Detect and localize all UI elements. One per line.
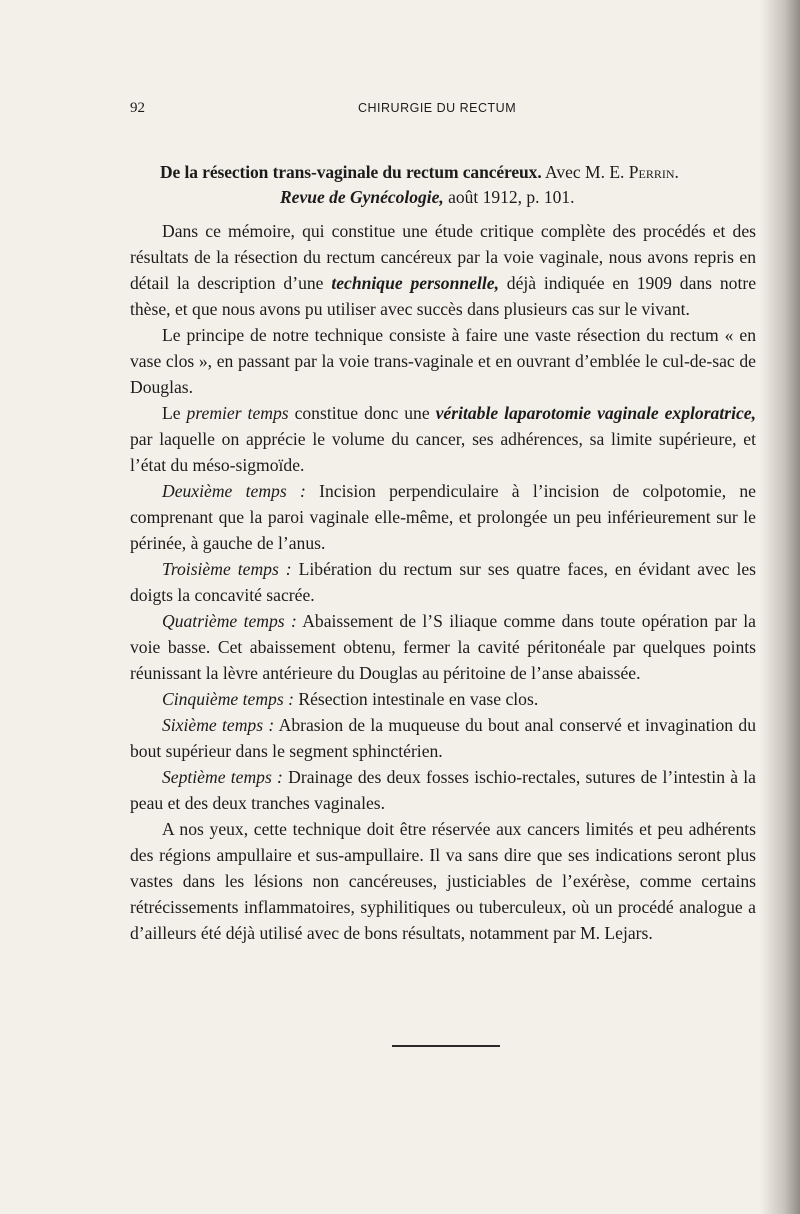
emphasis-laparotomy: véritable laparotomie vaginale exploratrice, <box>435 403 756 423</box>
text-span: Dans ce mémoire, qui constitue une étude critique complète des procédés et des résultats de la résection du rectum cancéreux par la voie vaginale, nous avons repris en détail la description d’une <box>130 221 756 293</box>
text-span: Libération du rectum sur ses quatre faces, en évidant avec les doigts la concavité sacrée. <box>130 559 756 605</box>
paragraph-step-2 <box>130 478 756 556</box>
paragraph-step-4 <box>130 608 756 686</box>
closing-rule <box>392 1045 500 1047</box>
reference-line-1 <box>160 160 740 185</box>
text-span: A nos yeux, cette technique doit être réservée aux cancers limités et peu adhérents des régions ampullaire et sus-ampullaire. Il va sans dire que ses indications seront plus vastes dans les lésions non cancéreuses, justiciables de l’exérèse, comme certains rétrécissements inflammatoires, syphilitiques ou tuberculeux, où un procédé analogue a d’ailleurs été déjà utilisé avec de bons résultats, notamment par M. Lejars. <box>130 819 756 943</box>
emphasis-technique: technique personnelle, <box>331 273 499 293</box>
page-number: 92 <box>130 100 145 116</box>
paragraph-step-6 <box>130 712 756 764</box>
bibliographic-reference <box>160 160 740 210</box>
step-label: Sixième temps : <box>162 715 275 735</box>
text-span: Abaissement de l’S iliaque comme dans toute opération par la voie basse. Cet abaissement obtenu, fermer la cavité péritonéale par quelques points réunissant la lèvre antérieure du Douglas au péritoine de l’anse abaissée. <box>130 611 756 683</box>
paragraph-step-5 <box>130 686 756 712</box>
step-label: Septième temps : <box>162 767 283 787</box>
text-span: Résection intestinale en vase clos. <box>293 689 539 709</box>
reference-date: août 1912, p. 101. <box>443 187 575 207</box>
page-edge-shadow <box>760 0 800 1214</box>
paragraph-step-3 <box>130 556 756 608</box>
page-header <box>130 100 750 122</box>
text-span: Incision perpendiculaire à l’incision de colpotomie, ne comprenant que la paroi vaginale elle-même, et prolongée un peu inférieurement sur le périnée, à gauche de l’anus. <box>130 481 756 553</box>
reference-line-2 <box>160 185 740 210</box>
reference-coauthor: Perrin <box>628 162 675 182</box>
reference-period: . <box>674 162 679 182</box>
paragraph-intro <box>130 218 756 322</box>
reference-with: Avec M. E. <box>541 162 629 182</box>
text-span: Le principe de notre technique consiste à faire une vaste résection du rectum « en vase clos », en passant par la voie trans-vaginale et en ouvrant d’emblée le cul-de-sac de Douglas. <box>130 325 756 397</box>
paragraph-step-1 <box>130 400 756 478</box>
reference-journal: Revue de Gynécologie, <box>280 187 444 207</box>
article-body <box>130 218 756 946</box>
step-label: Quatrième temps : <box>162 611 297 631</box>
text-span: Abrasion de la muqueuse du bout anal conservé et invagination du bout supérieur dans le segment sphinctérien. <box>130 715 756 761</box>
reference-title: De la résection trans-vaginale du rectum cancéreux. <box>160 162 542 182</box>
step-label: premier temps <box>186 403 289 423</box>
text-span: déjà indiquée en 1909 dans notre thèse, et que nous avons pu utiliser avec succès dans plusieurs cas sur le vivant. <box>130 273 757 319</box>
paragraph-principle <box>130 322 756 400</box>
text-span: par laquelle on apprécie le volume du cancer, ses adhérences, sa limite supérieure, et l’état du méso-sigmoïde. <box>130 429 756 475</box>
running-title: CHIRURGIE DU RECTUM <box>358 101 517 115</box>
text-span: Le <box>162 403 187 423</box>
step-label: Troisième temps : <box>162 559 292 579</box>
step-label: Deuxième temps : <box>162 481 306 501</box>
paragraph-conclusion <box>130 816 756 946</box>
text-span: constitue donc une <box>288 403 436 423</box>
text-span: Drainage des deux fosses ischio-rectales, sutures de l’intestin à la peau et des deux tranches vaginales. <box>130 767 756 813</box>
paragraph-step-7 <box>130 764 756 816</box>
step-label: Cinquième temps : <box>162 689 294 709</box>
